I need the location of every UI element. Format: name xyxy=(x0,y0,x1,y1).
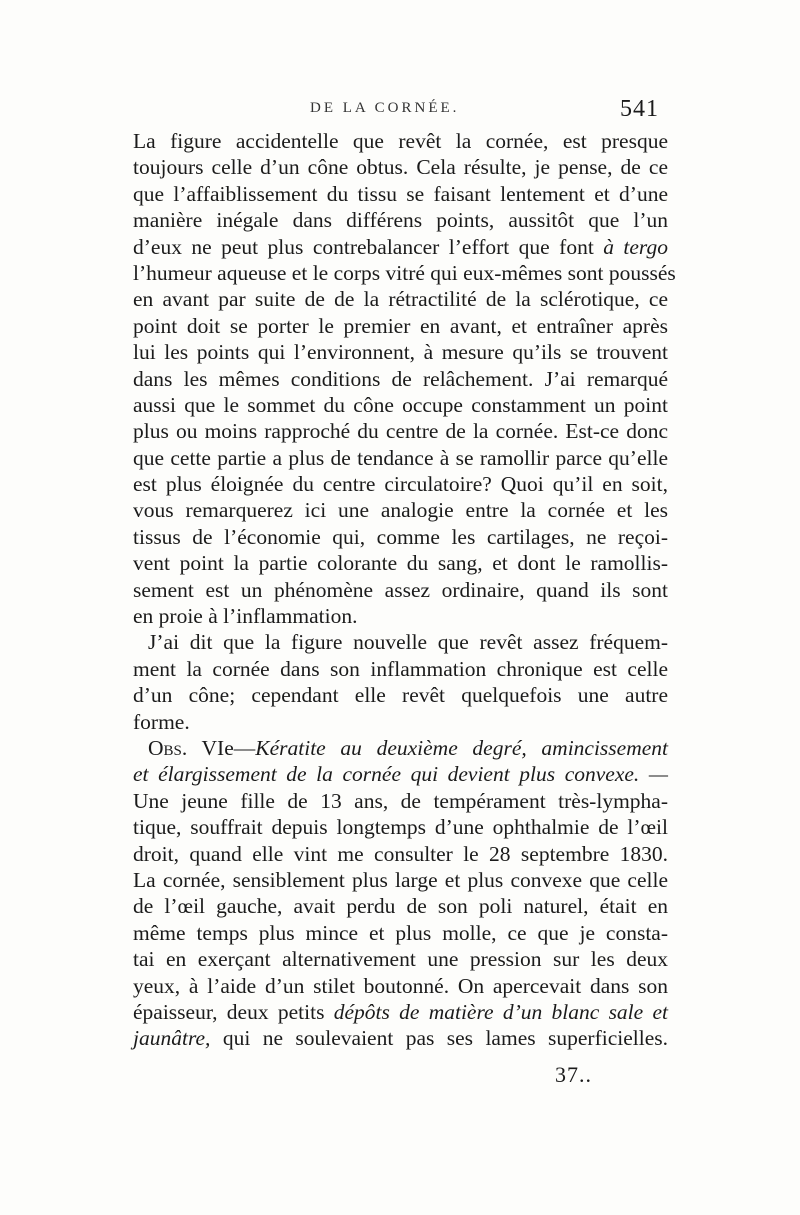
text-line: est plus éloignée du centre circulatoire? Quoi qu’il en soit, xyxy=(133,472,668,497)
text-run: VIe— xyxy=(187,735,256,760)
text-run: d’eux ne peut plus contrebalancer l’effort que font xyxy=(133,234,604,259)
text-line: que cette partie a plus de tendance à se ramollir parce qu’elle xyxy=(133,445,668,470)
text-line: l’humeur aqueuse et le corps vitré qui eux-mêmes sont poussés xyxy=(133,260,676,285)
text-line xyxy=(133,1025,668,1051)
text-line: Une jeune fille de 13 ans, de tempérament très-lympha- xyxy=(133,788,668,813)
text-line: yeux, à l’aide d’un stilet boutonné. On apercevait dans son xyxy=(133,973,668,998)
text-line: plus ou moins rapproché du centre de la cornée. Est-ce donc xyxy=(133,419,668,444)
text-line: point doit se porter le premier en avant, et entraîner après xyxy=(133,313,668,338)
text-line xyxy=(133,234,668,260)
running-title: DE LA CORNÉE. xyxy=(310,100,460,116)
text-line: aussi que le sommet du cône occupe constamment un point xyxy=(133,392,668,417)
text-line: sement est un phénomène assez ordinaire, quand ils sont xyxy=(133,577,668,602)
text-line: La figure accidentelle que revêt la cornée, est presque xyxy=(133,129,668,153)
text-line: droit, quand elle vint me consulter le 28 septembre 1830. xyxy=(133,841,668,866)
text-line: manière inégale dans différens points, aussitôt que l’un xyxy=(133,208,668,233)
body-text xyxy=(133,128,676,1052)
text-line: tai en exerçant alternativement une pression sur les deux xyxy=(133,947,668,972)
text-line: J’ai dit que la figure nouvelle que revêt assez fréquem- xyxy=(148,630,668,655)
text-line: de l’œil gauche, avait perdu de son poli naturel, était en xyxy=(133,894,668,919)
text-line: en avant par suite de de la rétractilité de la sclérotique, ce xyxy=(133,287,668,312)
text-line xyxy=(133,735,668,761)
text-line: La cornée, sensiblement plus large et plus convexe que celle xyxy=(133,867,668,892)
text-line: d’un cône; cependant elle revêt quelquefois une autre xyxy=(133,683,668,708)
observation-label: Obs. xyxy=(148,735,188,760)
italic-run: dépôts de matière d’un blanc sale et xyxy=(333,999,668,1024)
text-run: qui ne soulevaient pas ses lames superficielles. xyxy=(210,1026,668,1051)
text-line: en proie à l’inflammation. xyxy=(133,604,358,629)
text-line: vent point la partie colorante du sang, et dont le ramollis- xyxy=(133,551,668,576)
text-line: tissus de l’économie qui, comme les cartilages, ne reçoi- xyxy=(133,524,668,549)
text-line: dans les mêmes conditions de relâchement. J’ai remarqué xyxy=(133,366,668,391)
text-line: toujours celle d’un cône obtus. Cela résulte, je pense, de ce xyxy=(133,155,668,180)
text-line: lui les points qui l’environnent, à mesure qu’ils se trouvent xyxy=(133,340,668,365)
text-run: épaisseur, deux petits xyxy=(133,999,334,1024)
text-line: ment la cornée dans son inflammation chronique est celle xyxy=(133,656,668,681)
text-line xyxy=(133,999,668,1025)
italic-run: à tergo xyxy=(603,234,668,259)
italic-run: jaunâtre, xyxy=(133,1026,211,1051)
page-header xyxy=(0,96,800,126)
text-line: vous remarquerez ici une analogie entre la cornée et les xyxy=(133,498,668,523)
italic-run: Kératite au deuxième degré, amincissement xyxy=(255,735,668,760)
text-line: même temps plus mince et plus molle, ce que je consta- xyxy=(133,920,668,945)
signature-mark: 37.. xyxy=(555,1062,592,1087)
text-line: forme. xyxy=(133,709,190,734)
text-line: tique, souffrait depuis longtemps d’une ophthalmie de l’œil xyxy=(133,815,668,840)
page-number: 541 xyxy=(620,96,659,122)
text-line: et élargissement de la cornée qui devient plus convexe. — xyxy=(133,762,668,787)
text-line: que l’affaiblissement du tissu se faisant lentement et d’une xyxy=(133,181,668,206)
